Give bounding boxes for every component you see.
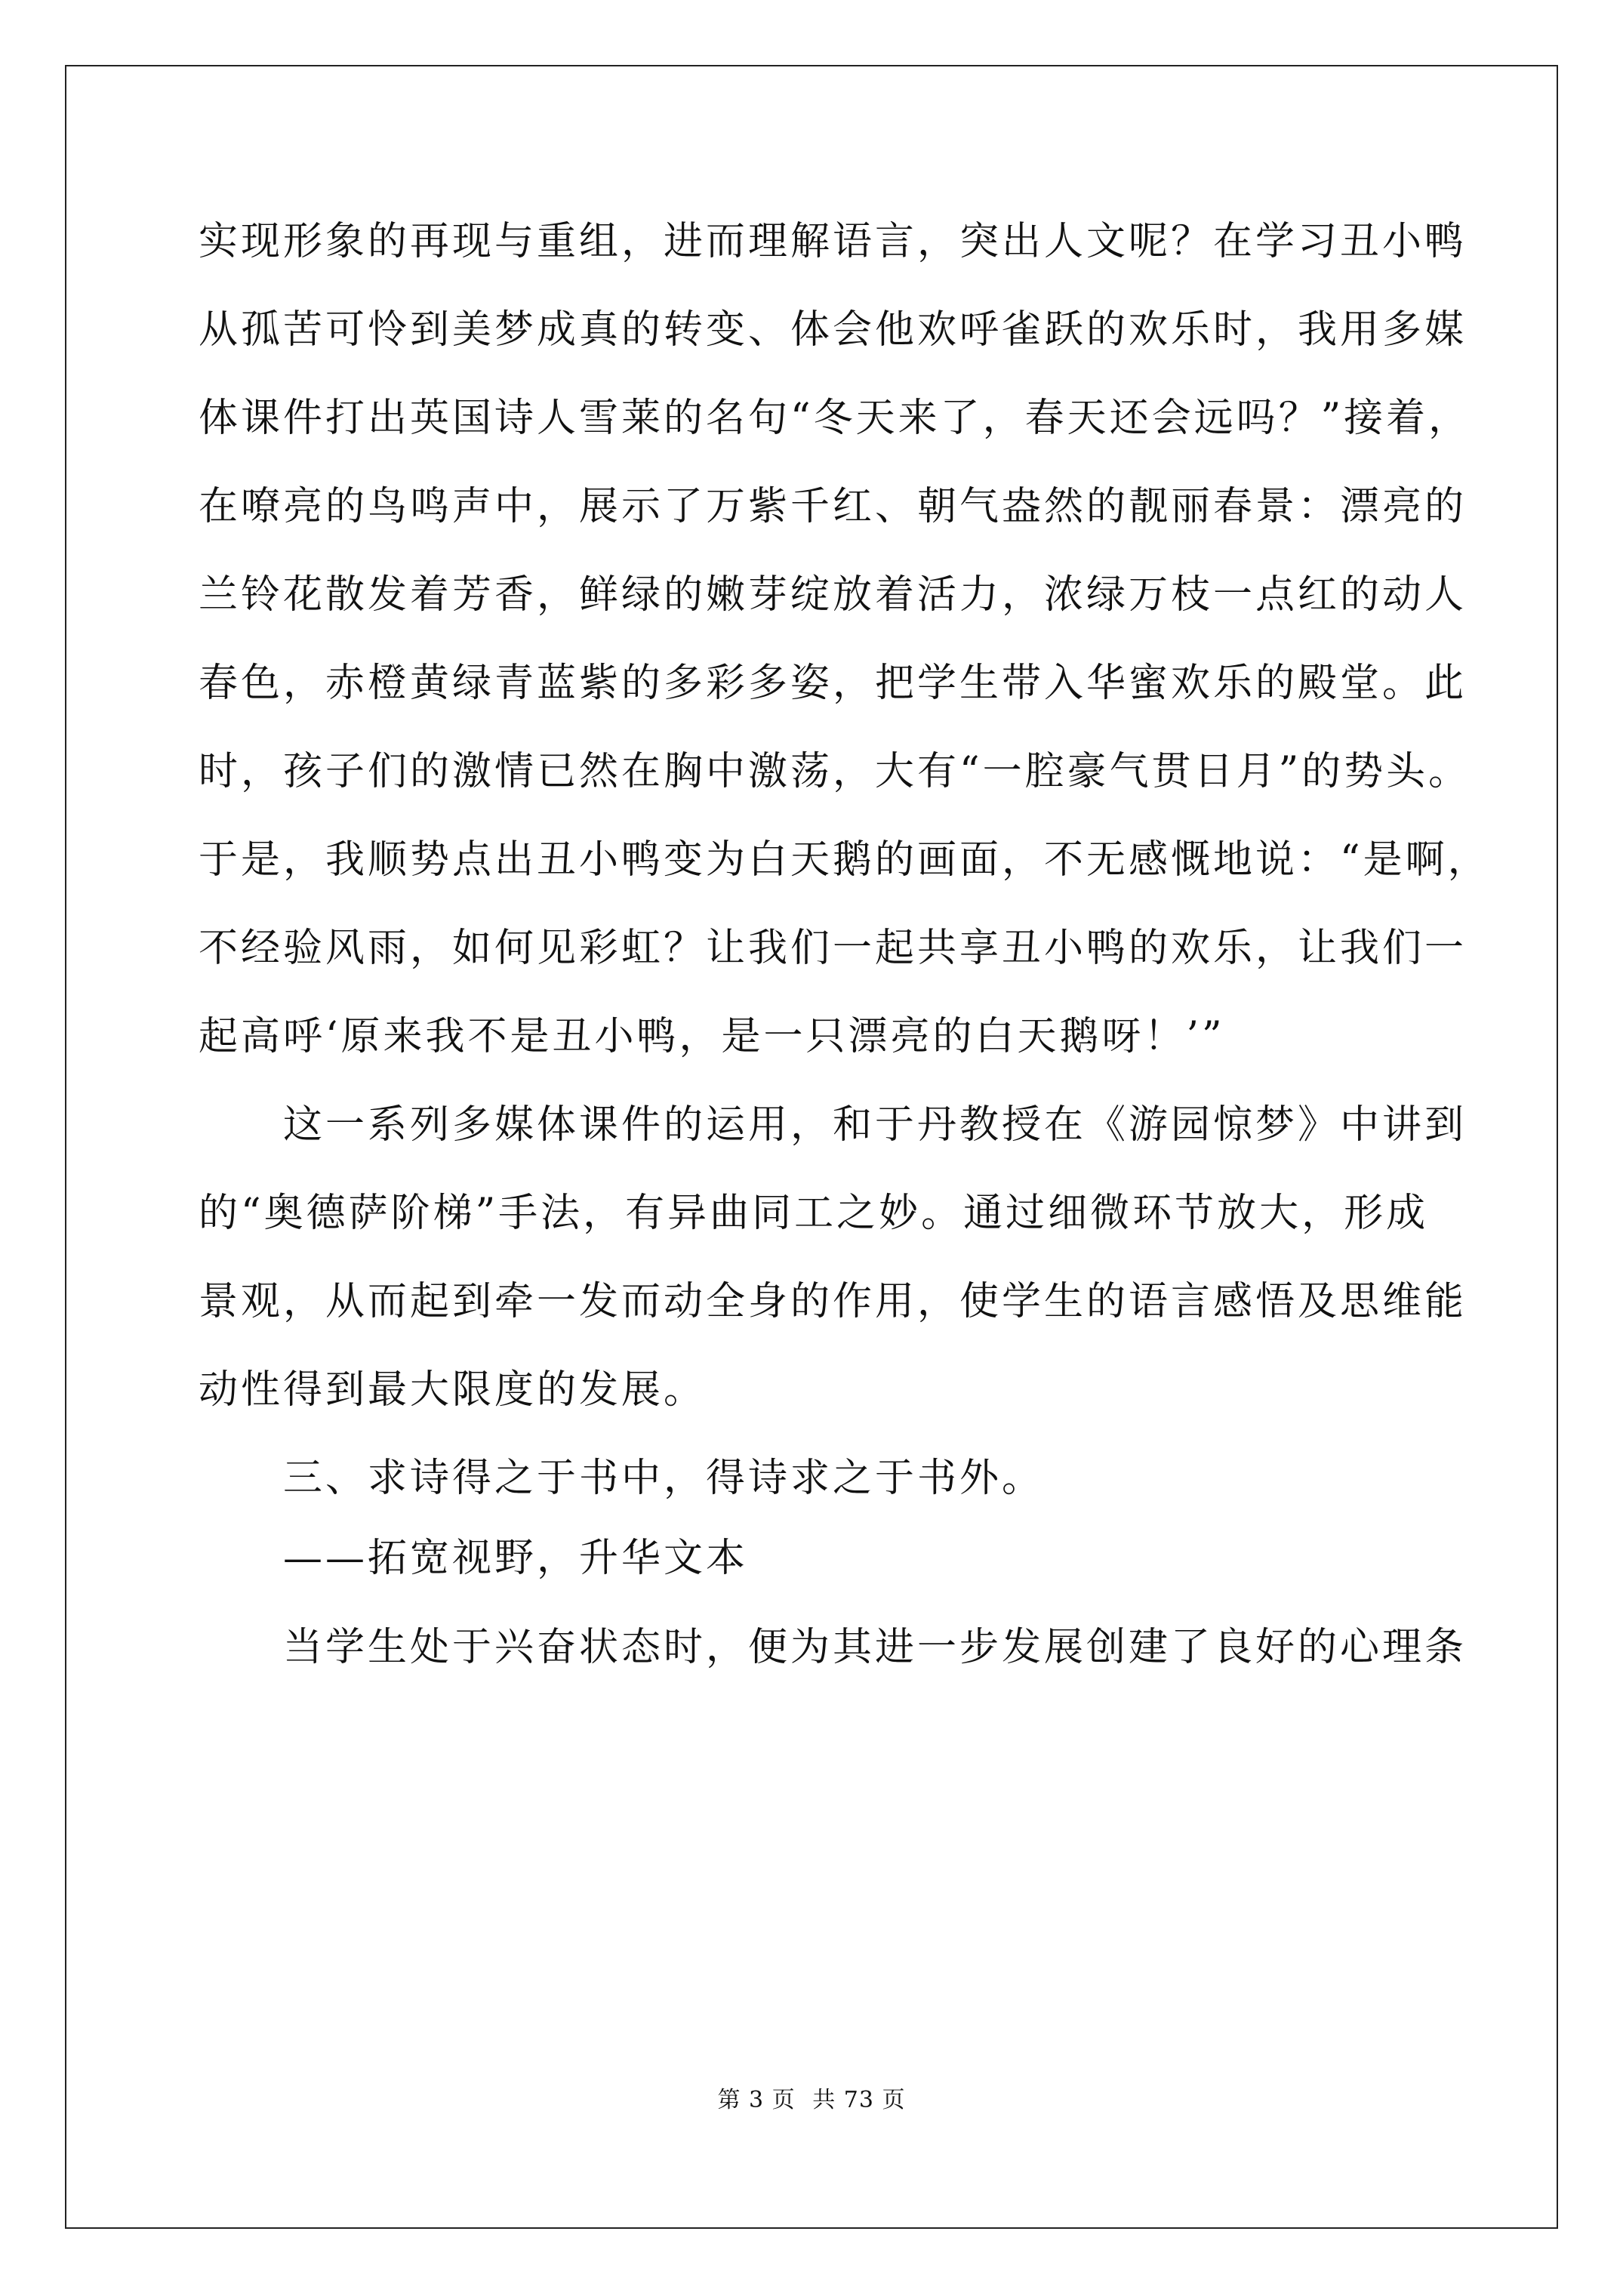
page-total: 共 73 页 (812, 2087, 906, 2113)
text-line: 从孤苦可怜到美梦成真的转变、体会他欢呼雀跃的欢乐时，我用多媒 (199, 307, 1467, 353)
text-line: 在嘹亮的鸟鸣声中，展示了万紫千红、朝气盎然的靓丽春景：漂亮的 (199, 484, 1467, 529)
page-number: 第 3 页 (717, 2087, 796, 2113)
section-subheading: ——拓宽视野，升华文本 (199, 1536, 749, 1581)
text-line: 这一系列多媒体课件的运用，和于丹教授在《游园惊梦》中讲到 (199, 1102, 1467, 1148)
text-line: 时，孩子们的激情已然在胸中激荡，大有“一腔豪气贯日月”的势头。 (199, 749, 1471, 794)
text-line: 的“奥德萨阶梯”手法，有异曲同工之妙。通过细微环节放大，形成 (199, 1191, 1429, 1236)
section-heading: 三、求诗得之于书中，得诗求之于书外。 (199, 1456, 1045, 1501)
text-line: 景观，从而起到牵一发而动全身的作用，使学生的语言感悟及思维能 (199, 1279, 1467, 1324)
page-footer (0, 2081, 1623, 2114)
text-line: 起高呼‘原来我不是丑小鸭，是一只漂亮的白天鹅呀！’” (199, 1014, 1225, 1059)
text-line: 体课件打出英国诗人雪莱的名句“冬天来了，春天还会远吗？”接着， (199, 396, 1471, 441)
text-line: 不经验风雨，如何见彩虹？让我们一起共享丑小鸭的欢乐，让我们一 (199, 926, 1467, 971)
text-line: 实现形象的再现与重组，进而理解语言，突出人文呢？在学习丑小鸭 (199, 219, 1467, 264)
text-line: 兰铃花散发着芳香，鲜绿的嫩芽绽放着活力，浓绿万枝一点红的动人 (199, 572, 1467, 618)
text-line: 于是，我顺势点出丑小鸭变为白天鹅的画面，不无感慨地说：“是啊， (199, 837, 1490, 883)
text-line: 动性得到最大限度的发展。 (199, 1367, 707, 1413)
text-line: 当学生处于兴奋状态时，便为其进一步发展创建了良好的心理条 (199, 1625, 1467, 1670)
text-line: 春色，赤橙黄绿青蓝紫的多彩多姿，把学生带入华蜜欢乐的殿堂。此 (199, 661, 1467, 706)
